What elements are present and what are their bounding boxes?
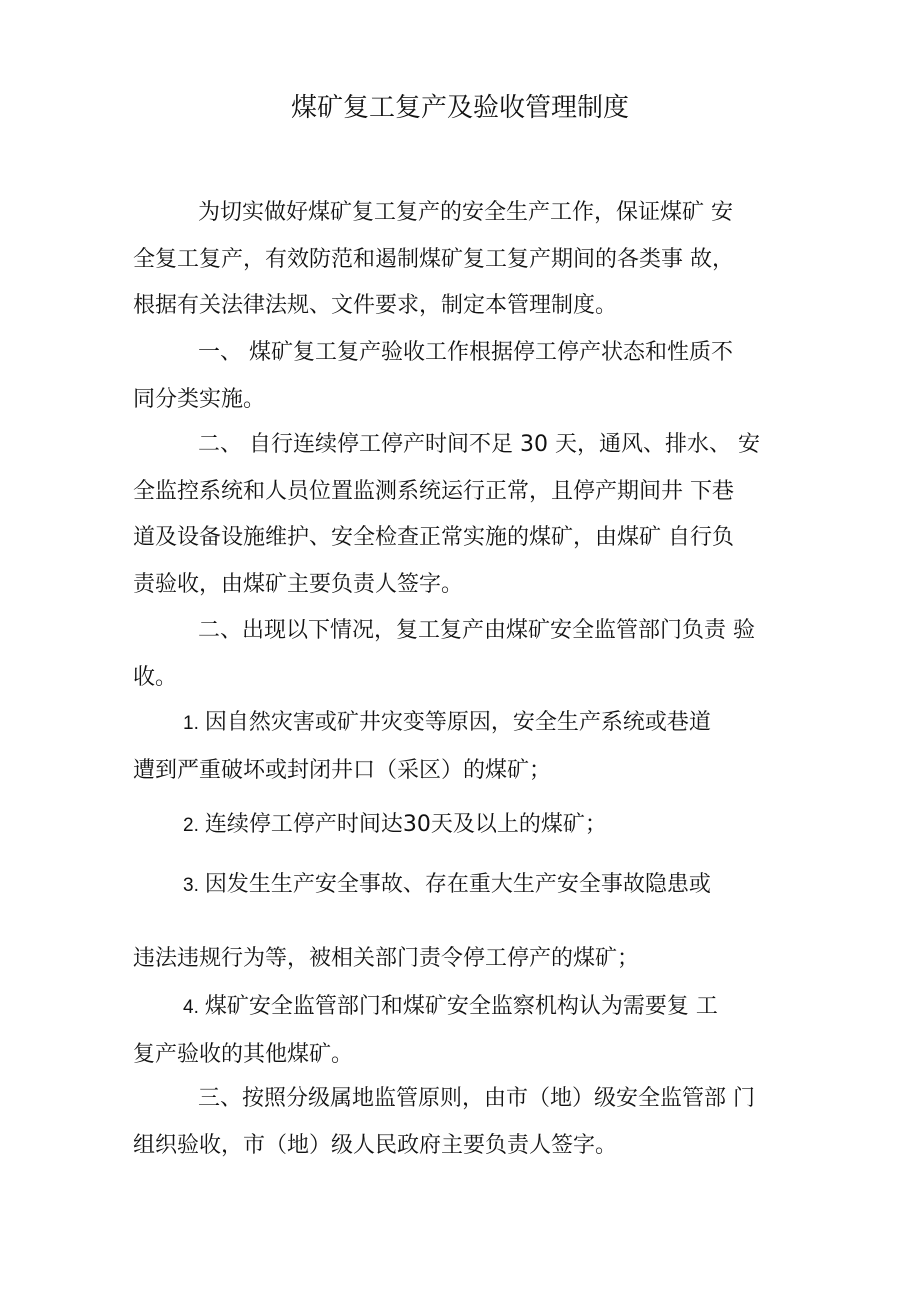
list-item-1-text-1: 因自然灾害或矿井灾变等原因，安全生产系统或巷道 <box>204 710 711 735</box>
section-2b-line-1: 二、出现以下情况，复工复产由煤矿安全监管部门负责 验 <box>198 618 755 643</box>
list-item-4-number: 4. <box>183 997 199 1018</box>
list-item-1 <box>133 700 793 794</box>
intro-line-1: 为切实做好煤矿复工复产的安全生产工作，保证煤矿 安 <box>198 200 733 225</box>
section-1-line-1: 一、 煤矿复工复产验收工作根据停工停产状态和性质不 <box>198 340 733 365</box>
section-3 <box>133 1076 793 1169</box>
section-3-line-2: 组织验收，市（地）级人民政府主要负责人签字。 <box>133 1132 618 1158</box>
document-title: 煤矿复工复产及验收管理制度 <box>290 93 629 123</box>
list-item-1-line-1 <box>133 700 793 748</box>
list-item-3 <box>133 862 793 910</box>
section-1 <box>133 330 793 423</box>
section-3-line-1: 三、按照分级属地监管原则，由市（地）级安全监管部 门 <box>198 1086 755 1111</box>
list-item-2-text-1: 连续停工停产时间达30天及以上的煤矿； <box>204 812 607 837</box>
list-item-3-line-1 <box>133 862 793 910</box>
intro-line-2: 全复工复产，有效防范和遏制煤矿复工复产期间的各类事 故， <box>133 246 734 272</box>
section-2b <box>133 608 793 701</box>
section-2a-line-2: 全监控系统和人员位置监测系统运行正常，且停产期间井 下巷 <box>133 478 734 504</box>
list-item-4 <box>133 984 793 1078</box>
section-2a <box>133 422 793 609</box>
intro-line-3: 根据有关法律法规、文件要求，制定本管理制度。 <box>133 293 618 319</box>
section-2a-line-4: 责验收，由煤矿主要负责人签字。 <box>133 572 464 598</box>
intro-paragraph <box>133 190 793 330</box>
list-item-2-line-1 <box>133 802 793 850</box>
list-item-3-text-1: 因发生生产安全事故、存在重大生产安全事故隐患或 <box>204 872 711 897</box>
section-2a-line-1: 二、 自行连续停工停产时间不足 30 天，通风、排水、 安 <box>198 432 760 457</box>
list-item-1-number: 1. <box>183 713 199 734</box>
list-item-4-text-1: 煤矿安全监管部门和煤矿安全监察机构认为需要复 工 <box>204 994 718 1019</box>
section-2a-line-3: 道及设备设施维护、安全检查正常实施的煤矿，由煤矿 自行负 <box>133 525 734 551</box>
list-item-4-line-2: 复产验收的其他煤矿。 <box>133 1041 354 1067</box>
list-item-2 <box>133 802 793 850</box>
list-item-4-line-1 <box>133 984 793 1032</box>
list-item-1-line-2: 遭到严重破坏或封闭井口（采区）的煤矿； <box>133 757 552 783</box>
section-2b-line-2: 收。 <box>133 664 178 690</box>
list-item-2-number: 2. <box>183 815 199 836</box>
section-1-line-2: 同分类实施。 <box>133 386 266 412</box>
list-item-3-continued <box>133 936 793 983</box>
list-item-3-number: 3. <box>183 875 199 896</box>
list-item-3-line-2: 违法违规行为等，被相关部门责令停工停产的煤矿； <box>133 946 640 971</box>
